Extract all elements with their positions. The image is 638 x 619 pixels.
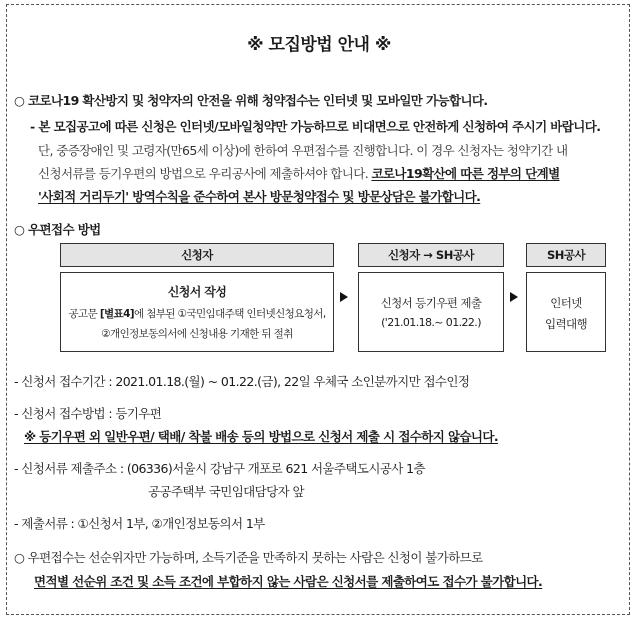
flow-header-sh: SH공사 [526,243,606,267]
notice-sub3 [38,164,560,182]
detail-method-note: ※ 등기우편 외 일반우편/ 택배/ 착불 배송 등의 방법으로 신청서 제출 시 접수하지 않습니다. [24,429,499,444]
line1-pre: 공고문 [68,308,100,320]
notice-sub3-underlined: 코로나19확산에 따른 정부의 단계별 [371,166,560,181]
notice-main: ○ 코로나19 확산방지 및 청약자의 안전을 위해 청약접수는 인터넷 및 모바일만 가능합니다. [14,93,488,108]
notice-sub4: '사회적 거리두기' 방역수칙을 준수하여 본사 방문청약접수 및 방문상담은 불가합니다. [38,189,481,204]
notice-sub2: 단, 중증장애인 및 고령자(만65세 이상)에 한하여 우편접수를 진행합니다. 이 경우 신청자는 청약기간 내 [38,143,568,158]
flow-box-sh-line1: 인터넷 [550,296,582,310]
detail-period: - 신청서 접수기간 : 2021.01.18.(월) ~ 01.22.(금), 22일 우체국 소인분까지만 접수인정 [14,374,470,389]
line1-post: 에 첨부된 ①국민임대주택 인터넷신청요청서, [134,308,326,320]
postal-heading: ○ 우편접수 방법 [14,222,101,237]
flow-box-submit-line2: ('21.01.18.~ 01.22.) [381,316,481,329]
flow-box-applicant-title: 신청서 작성 [167,285,227,299]
page-title: ※ 모집방법 안내 ※ [247,35,391,55]
closing-line1: ○ 우편접수는 선순위자만 가능하며, 소득기준을 만족하지 못하는 사람은 신청이 불가하므로 [14,550,483,565]
detail-method: - 신청서 접수방법 : 등기우편 [14,406,162,421]
flow-header-submit: 신청자 → SH공사 [358,243,504,267]
flow-box-applicant-line1 [61,306,333,321]
notice-sub3-plain: 신청서류를 등기우편의 방법으로 우리공사에 제출하셔야 합니다. [38,166,372,181]
flow-arrow-icon [510,292,518,302]
detail-address: - 신청서류 제출주소 : (06336)서울시 강남구 개포로 621 서울주택도시공사 1층 [14,461,425,476]
closing-line2: 면적별 선순위 조건 및 소득 조건에 부합하지 않는 사람은 신청서를 제출하여도 접수가 불가합니다. [34,574,543,589]
notice-sub1: - 본 모집공고에 따른 신청은 인터넷/모바일청약만 가능하므로 비대면으로 안전하게 신청하여 주시기 바랍니다. [30,119,601,134]
flow-box-submit-line1: 신청서 등기우편 제출 [380,296,482,310]
flow-box-applicant-line2: ②개인정보동의서에 신청내용 기재한 뒤 절취 [101,328,293,340]
detail-documents: - 제출서류 : ①신청서 1부, ②개인정보동의서 1부 [14,516,265,531]
flow-box-sh-line2: 입력대행 [544,317,588,331]
detail-address-line2: 공공주택부 국민임대담당자 앞 [148,484,304,499]
line1-bold: [별표4] [99,308,135,320]
flow-arrow-icon [340,292,348,302]
flow-box-sh [526,272,606,352]
flow-box-submit [358,272,504,352]
flow-header-applicant: 신청자 [60,243,334,267]
flow-box-applicant [60,272,334,352]
